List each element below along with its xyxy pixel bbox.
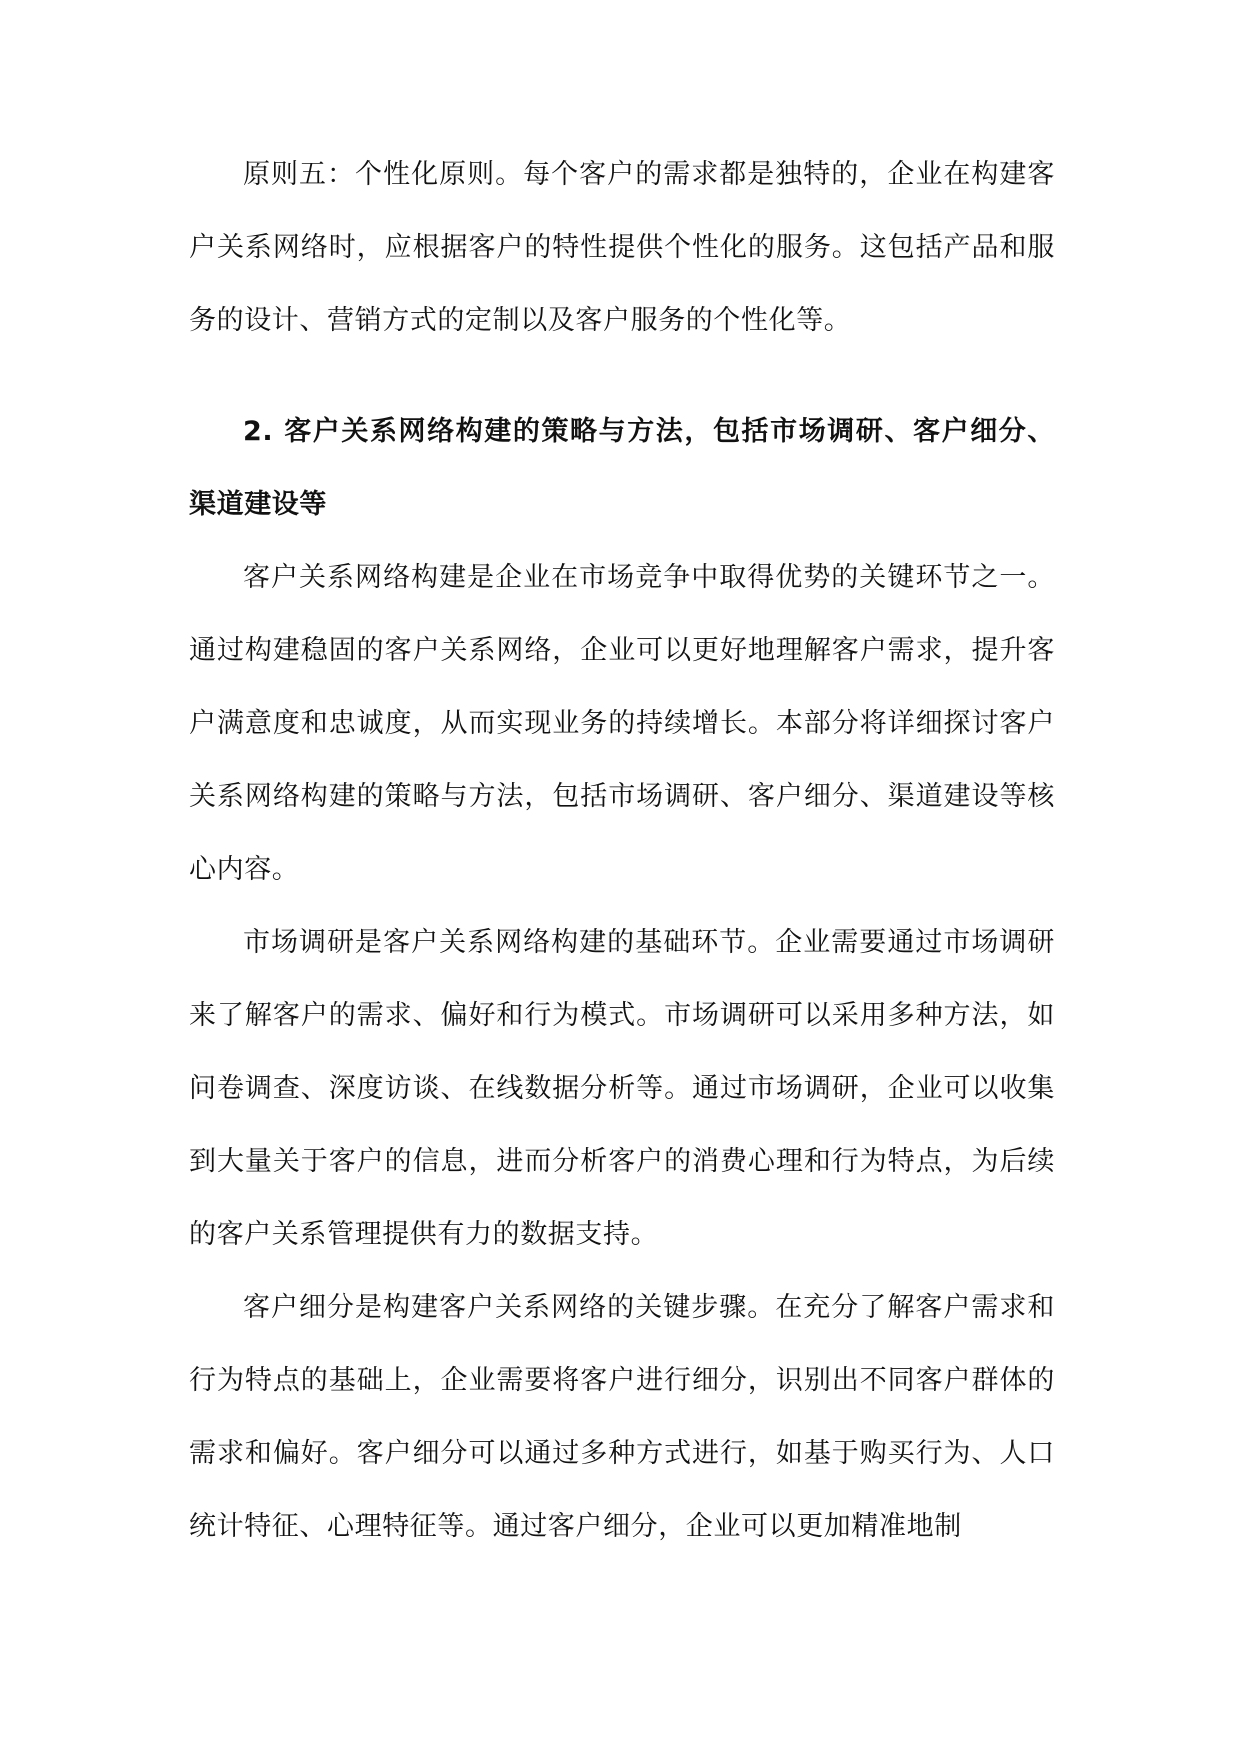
section-heading: 2. 客户关系网络构建的策略与方法，包括市场调研、客户细分、渠道建设等 bbox=[189, 416, 1055, 520]
paragraph-market-research: 市场调研是客户关系网络构建的基础环节。企业需要通过市场调研来了解客户的需求、偏好和行为模式。市场调研可以采用多种方法，如问卷调查、深度访谈、在线数据分析等。通过市场调研，企业可以收集到大量关于客户的信息，进而分析客户的消费心理和行为特点，为后续的客户关系管理提供有力的数据支持。 bbox=[189, 927, 1055, 1250]
paragraph-customer-segmentation: 客户细分是构建客户关系网络的关键步骤。在充分了解客户需求和行为特点的基础上，企业需要将客户进行细分，识别出不同客户群体的需求和偏好。客户细分可以通过多种方式进行，如基于购买行为、人口统计特征、心理特征等。通过客户细分，企业可以更加精准地制 bbox=[189, 1292, 1055, 1542]
document-body bbox=[189, 138, 1055, 1563]
paragraph-intro: 客户关系网络构建是企业在市场竞争中取得优势的关键环节之一。通过构建稳固的客户关系网络，企业可以更好地理解客户需求，提升客户满意度和忠诚度，从而实现业务的持续增长。本部分将详细探讨客户关系网络构建的策略与方法，包括市场调研、客户细分、渠道建设等核心内容。 bbox=[189, 562, 1055, 885]
paragraph-principle-five: 原则五：个性化原则。每个客户的需求都是独特的，企业在构建客户关系网络时，应根据客户的特性提供个性化的服务。这包括产品和服务的设计、营销方式的定制以及客户服务的个性化等。 bbox=[189, 159, 1055, 336]
